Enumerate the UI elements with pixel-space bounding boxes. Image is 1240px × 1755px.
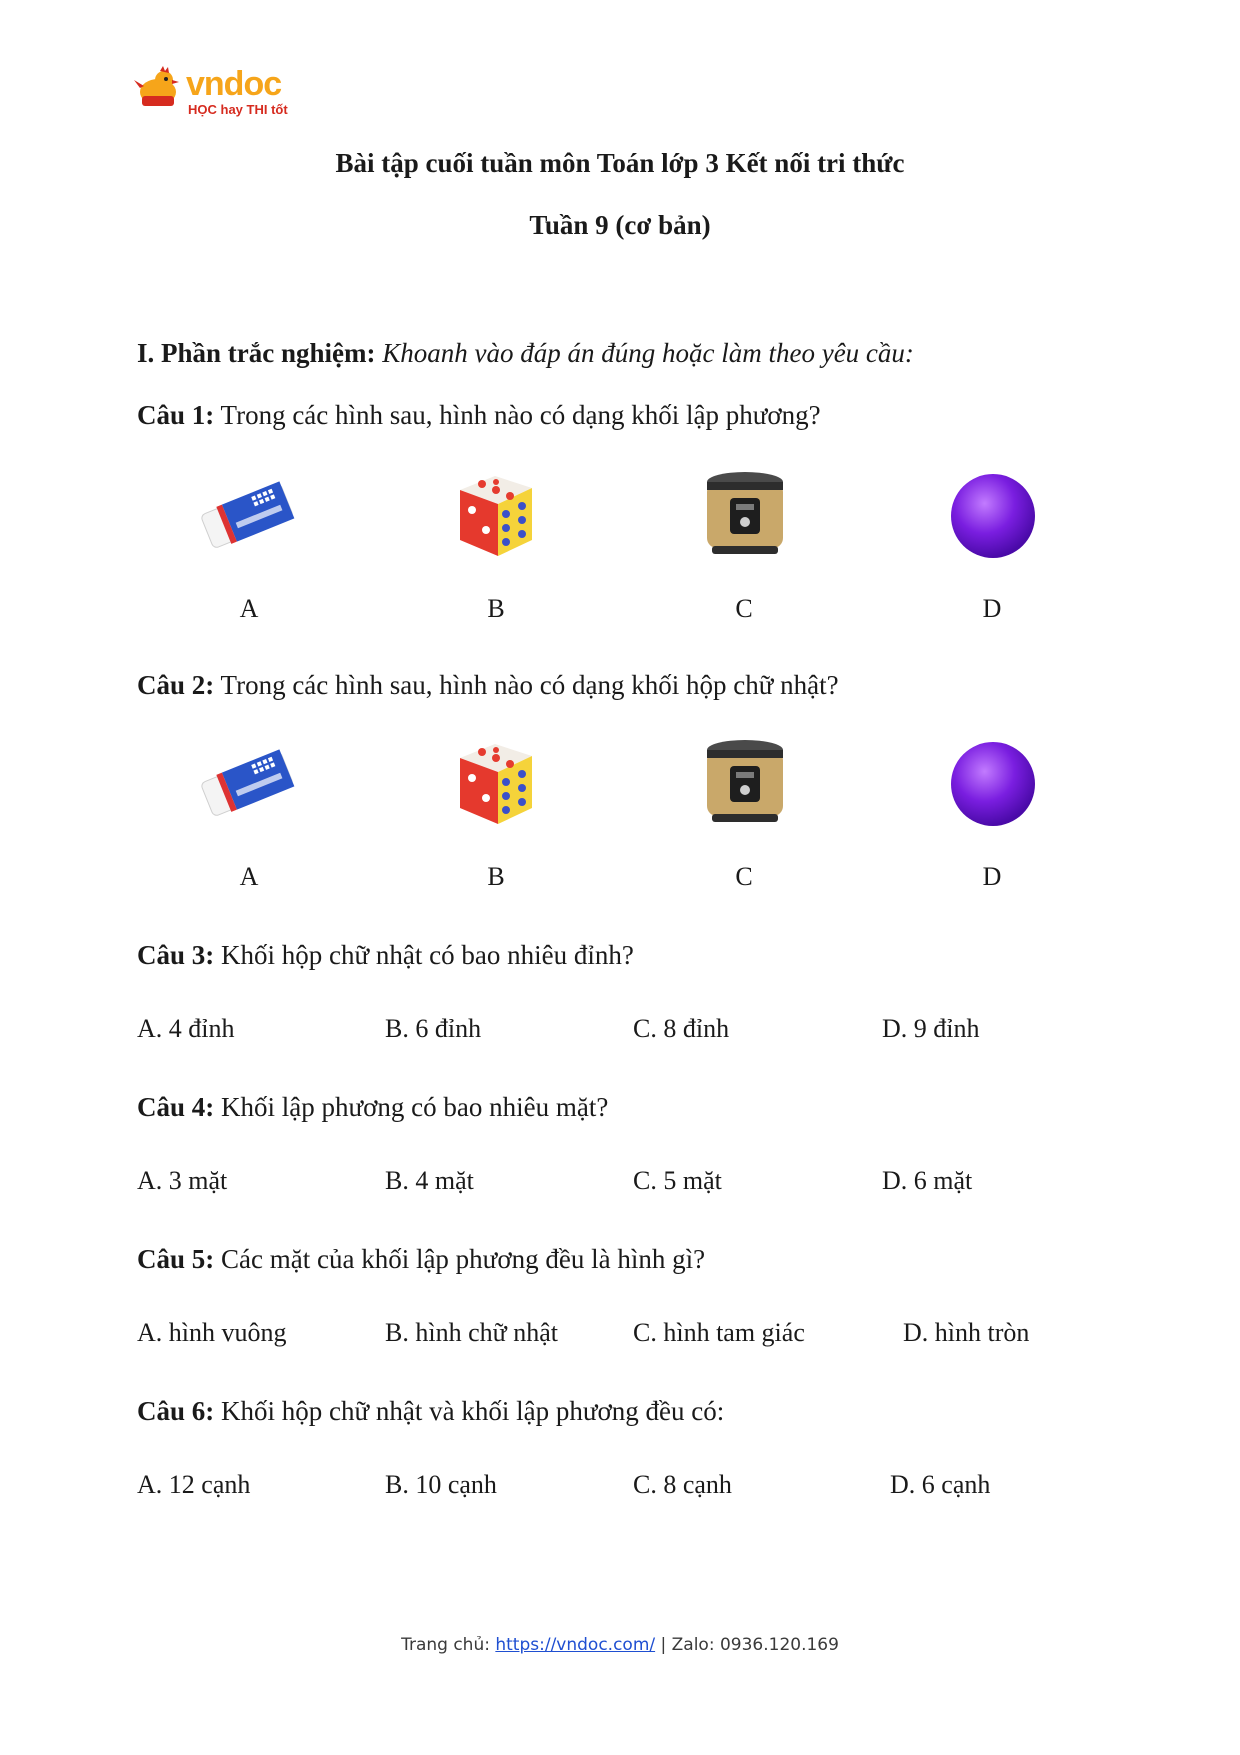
eraser-image[interactable]: [192, 736, 302, 832]
option-label-a: A: [239, 594, 259, 623]
section-heading: [137, 336, 914, 370]
option-c[interactable]: C. hình tam giác: [633, 1318, 805, 1347]
question-text: Trong các hình sau, hình nào có dạng khối lập phương?: [220, 400, 821, 430]
question-2: [137, 668, 839, 702]
dice-image[interactable]: [440, 736, 550, 832]
question-4: [137, 1090, 608, 1124]
question-label: Câu 3:: [137, 940, 215, 970]
vndoc-logo[interactable]: [134, 66, 294, 124]
question-label: Câu 6:: [137, 1396, 215, 1426]
sphere-image[interactable]: [938, 736, 1048, 832]
page-subtitle: Tuần 9 (cơ bản): [529, 210, 711, 240]
option-label-a: A: [239, 862, 259, 891]
option-label-d: D: [982, 862, 1002, 891]
section-label: I. Phần trắc nghiệm:: [137, 338, 376, 368]
question-label: Câu 2:: [137, 670, 215, 700]
question-label: Câu 1:: [137, 400, 215, 430]
option-d[interactable]: D. 9 đỉnh: [882, 1014, 980, 1043]
option-label-b: B: [487, 862, 505, 891]
footer-homepage-link[interactable]: https://vndoc.com/: [495, 1635, 656, 1655]
option-a[interactable]: A. hình vuông: [137, 1318, 287, 1347]
question-text: Khối hộp chữ nhật và khối lập phương đều có:: [221, 1396, 725, 1426]
option-b[interactable]: B. 10 cạnh: [385, 1470, 497, 1499]
section-instruction: Khoanh vào đáp án đúng hoặc làm theo yêu cầu:: [382, 338, 914, 368]
logo-name: vndoc: [186, 65, 282, 103]
rooster-mascot-icon: [134, 66, 184, 110]
question-6: [137, 1394, 724, 1428]
question-3: [137, 938, 634, 972]
option-d[interactable]: D. hình tròn: [903, 1318, 1030, 1347]
page-title: Bài tập cuối tuần môn Toán lớp 3 Kết nối tri thức: [335, 148, 905, 178]
footer: [0, 1635, 1240, 1655]
question-1: [137, 398, 821, 432]
footer-contact: | Zalo: 0936.120.169: [660, 1635, 839, 1655]
question-text: Trong các hình sau, hình nào có dạng khối hộp chữ nhật?: [220, 670, 839, 700]
option-label-d: D: [982, 594, 1002, 623]
question-1-images: [0, 468, 1240, 568]
question-5: [137, 1242, 705, 1276]
question-text: Khối hộp chữ nhật có bao nhiêu đỉnh?: [221, 940, 634, 970]
logo-slogan: HỌC hay THI tốt: [188, 102, 288, 117]
question-2-images: [0, 736, 1240, 836]
option-label-c: C: [735, 594, 753, 623]
option-b[interactable]: B. 6 đỉnh: [385, 1014, 482, 1043]
rice-cooker-image[interactable]: [690, 468, 800, 564]
option-a[interactable]: A. 4 đỉnh: [137, 1014, 235, 1043]
option-label-c: C: [735, 862, 753, 891]
option-d[interactable]: D. 6 mặt: [882, 1166, 973, 1195]
option-b[interactable]: B. hình chữ nhật: [385, 1318, 558, 1347]
option-a[interactable]: A. 12 cạnh: [137, 1470, 251, 1499]
footer-prefix: Trang chủ:: [401, 1635, 490, 1655]
question-label: Câu 4:: [137, 1092, 215, 1122]
sphere-image[interactable]: [938, 468, 1048, 564]
option-c[interactable]: C. 8 cạnh: [633, 1470, 732, 1499]
dice-image[interactable]: [440, 468, 550, 564]
question-text: Khối lập phương có bao nhiêu mặt?: [221, 1092, 609, 1122]
option-label-b: B: [487, 594, 505, 623]
option-d[interactable]: D. 6 cạnh: [890, 1470, 991, 1499]
option-a[interactable]: A. 3 mặt: [137, 1166, 228, 1195]
option-c[interactable]: C. 5 mặt: [633, 1166, 722, 1195]
question-text: Các mặt của khối lập phương đều là hình gì?: [221, 1244, 706, 1274]
option-b[interactable]: B. 4 mặt: [385, 1166, 474, 1195]
question-label: Câu 5:: [137, 1244, 215, 1274]
option-c[interactable]: C. 8 đỉnh: [633, 1014, 730, 1043]
rice-cooker-image[interactable]: [690, 736, 800, 832]
eraser-image[interactable]: [192, 468, 302, 564]
